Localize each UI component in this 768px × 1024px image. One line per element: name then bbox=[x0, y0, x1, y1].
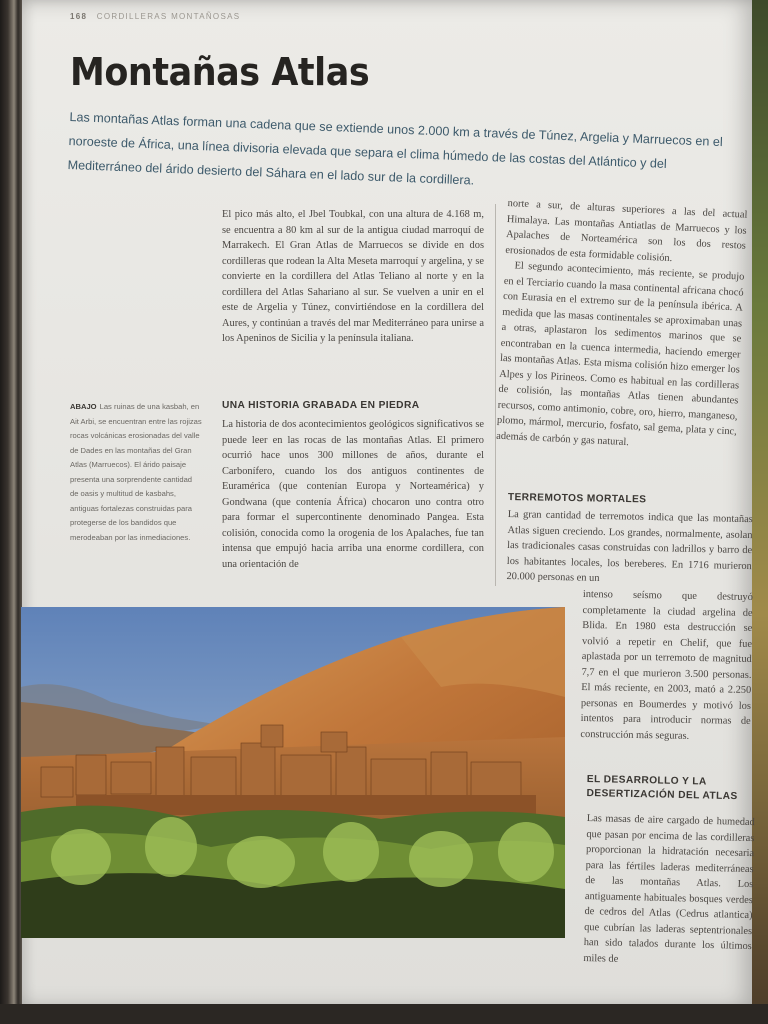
kasbah-photo bbox=[21, 607, 565, 938]
subheading-desarrollo: EL DESARROLLO Y LA DESERTIZACIÓN DEL ATLAS bbox=[586, 773, 738, 803]
column2-paragraph3: La gran cantidad de terremotos indica que las montañas Atlas siguen creciendo. Los grandes, normalmente, asolan las tradicionales casas construidas con ladrillos y barro de los habitantes locales, los bereberes. En 1716 murieron 20.000 personas en un bbox=[506, 508, 753, 584]
caption-label: ABAJO bbox=[70, 402, 97, 411]
column3-paragraph1: Las masas de aire cargado de humedad que pasan por encima de las cordilleras proporcionan la hidratación necesaria para las fértiles laderas mediterráneas de las montañas Atlas. Los antiguamente habituales bosques verdes de cedros del Atlas (Cedrus atlantica) que cubrían las laderas septentrionales han sido talados durante los últimos miles de bbox=[583, 812, 755, 965]
page-title: Montañas Atlas bbox=[70, 50, 370, 94]
page-number: 168 bbox=[70, 12, 88, 21]
subheading-historia: UNA HISTORIA GRABADA EN PIEDRA bbox=[222, 400, 420, 411]
photo-caption bbox=[70, 400, 202, 545]
column2-paragraph2: El segundo acontecimiento, más reciente, se produjo en el Terciario cuando la masa continental africana chocó con Eurasia en el extremo sur de la península ibérica. A medida que las masas continentales se aproximaban unas a otras, aplastaron los sedimentos marinos que se encontraban en la cuenca intermedia, haciendo emerger las montañas Atlas. Esta misma colisión hizo emerger los Alpes y los Pirineos. Como es habitual en las cordilleras de colisión, las montañas Atlas tienen abundantes recursos, como antimonio, cobre, oro, hierro, manganeso, plomo, mármol, mercurio, fosfato, sal gema, plata y cinc, además de carbón y gas natural. bbox=[496, 260, 745, 448]
subheading-terremotos: TERREMOTOS MORTALES bbox=[507, 491, 647, 506]
caption-text: Las ruinas de una kasbah, en Ait Arbi, se encuentran entre las rojizas rocas volcánicas erosionadas del valle de Dades en las montañas del Gran Atlas (Marruecos). El árido paisaje presenta una sorprendente cantidad de oasis y multitud de kasbahs, antiguas fortalezas construidas para protegerse de los bandidos que merodeaban por las inmediaciones. bbox=[70, 402, 202, 542]
next-page-edge bbox=[752, 0, 768, 1024]
page-shadow-bottom bbox=[0, 1004, 768, 1024]
column2-paragraph1: norte a sur, de alturas superiores a las del actual Himalaya. Las montañas Antiatlas de Marruecos y los Apalaches de Norteamérica son los dos restos erosionados de esta formidable colisión. bbox=[505, 197, 748, 264]
column2-top bbox=[496, 196, 748, 455]
column1-paragraph2: La historia de dos acontecimientos geológicos significativos se puede leer en las rocas de las montañas Atlas. El primero ocurrió hace unos 300 millones de años, durante el Carbonífero, cuando los dos antiguos continentes de Euramérica (que contenían Europa y Norteamérica) y Gondwana (que contenía África) chocaron uno contra otro para formar el supercontinente denominado Pangea. Esta colisión, conocida como la orogenia de los Apalaches, fue tan intensa que empujó hacia arriba una enorme cordillera, con una orientación de bbox=[222, 419, 484, 570]
column2-paragraph4: intenso seísmo que destruyó completamente la ciudad argelina de Blida. En 1980 esta destrucción se volvió a repetir en Chelif, que fue aplastada por un terremoto de magnitud 7,7 en el que murieron 3.500 personas. El más reciente, en 2003, mató a 2.250 personas en Boumerdes y motivó los intentos para introducir normas de construcción más seguras. bbox=[580, 588, 753, 742]
section-name: CORDILLERAS MONTAÑOSAS bbox=[96, 12, 241, 21]
column1-paragraph1: El pico más alto, el Jbel Toubkal, con una altura de 4.168 m, se encuentra a 80 km al sur de la antigua ciudad marroquí de Marrakech. El Gran Atlas de Marruecos se divide en dos cordilleras que rodean la Alta Meseta marroquí y argelina, y se convierte en la cordillera del Atlas Teliano al norte y en la cordillera del Atlas Sahariano al sur. Se vuelven a unir en el este de Argelia y Túnez, convirtiéndose en la cordillera del Aures, y continúan a través del mar Mediterráneo para unirse a los Apeninos de Sicilia y la península italiana. bbox=[222, 209, 484, 344]
column-divider bbox=[495, 204, 496, 586]
running-header bbox=[70, 12, 240, 21]
intro-paragraph: Las montañas Atlas forman una cadena que se extiende unos 2.000 km a través de Túnez, Argelia y Marruecos en el noroeste de África, una línea divisoria elevada que separa el clima húmedo de las costas del Atlántico y del Mediterráneo del árido desierto del Sáhara en el lado sur de la cordillera. bbox=[67, 109, 723, 188]
